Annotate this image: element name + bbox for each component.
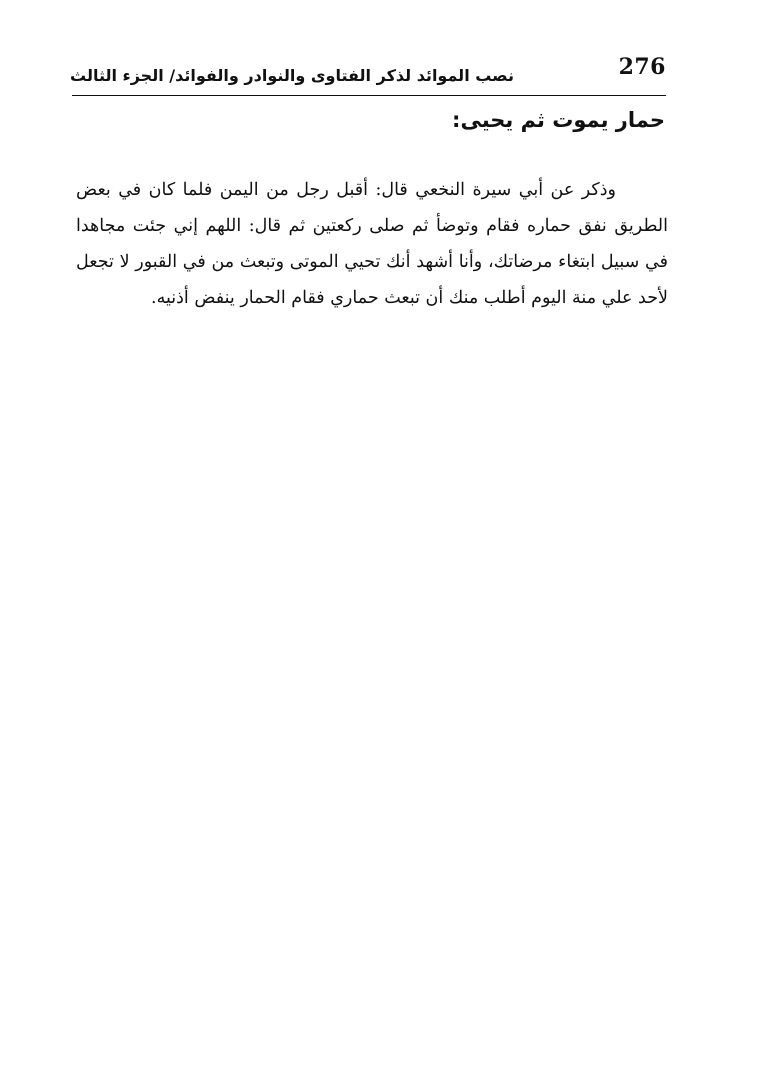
running-title: نصب الموائد لذكر الفتاوى والنوادر والفوائد/ الجزء الثالث <box>70 66 514 85</box>
page-header <box>70 48 666 94</box>
section-heading: حمار يموت ثم يحيى: <box>452 108 665 132</box>
page-number: 276 <box>618 54 666 80</box>
header-divider <box>72 95 666 96</box>
body-paragraph: وذكر عن أبي سيرة النخعي قال: أقبل رجل من اليمن فلما كان في بعض الطريق نفق حماره فقام وتوضأ ثم صلى ركعتين ثم قال: اللهم إني جئت مجاهدا في سبيل ابتغاء مرضاتك، وأنا أشهد أنك تحيي الموتى وتبعث من في القبور لا تجعل لأحد علي منة اليوم أطلب منك أن تبعث حماري فقام الحمار ينفض أذنيه. <box>76 180 668 308</box>
